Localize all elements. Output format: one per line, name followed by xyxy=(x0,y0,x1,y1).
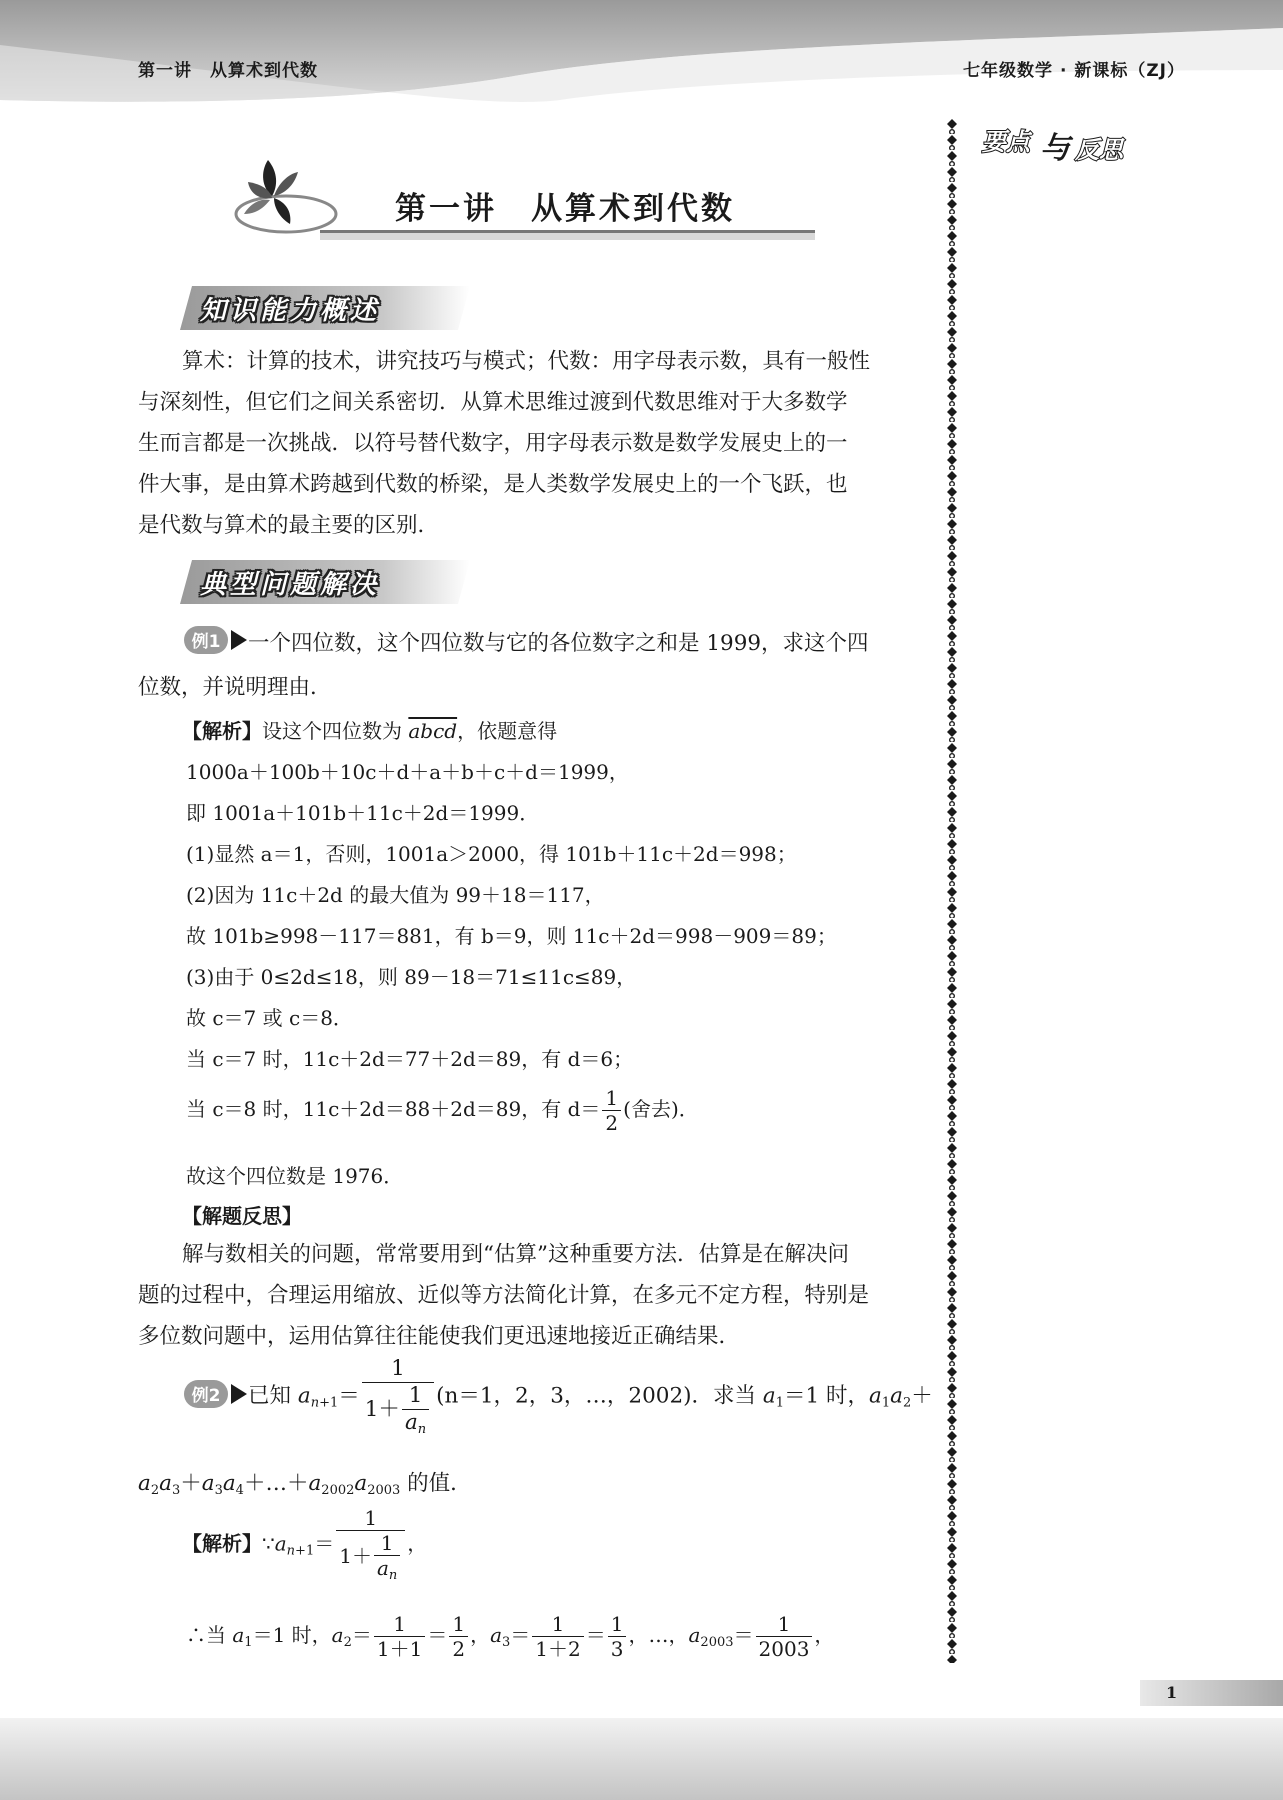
svg-text:与: 与 xyxy=(1040,131,1070,165)
example2-problem-cont: $a_2a_3+a_3a_4+\dots+a_{2002}a_{2003}$ 的值． xyxy=(138,1471,472,1498)
example-badge-2 xyxy=(183,1378,251,1410)
svg-text:反思: 反思 xyxy=(1075,136,1123,164)
example1-problem: 一个四位数，这个四位数与它的各位数字之和是 1999，求这个四 xyxy=(248,631,869,656)
overview-line: 算术：计算的技术，讲究技巧与模式；代数：用字母表示数，具有一般性 xyxy=(182,349,871,374)
step-line-fraction: 当 c＝8 时，11c＋2d＝88＋2d＝89，有 d＝ $\frac{1}{2}$ (舍去)． xyxy=(186,1086,699,1135)
example1-problem: 位数，并说明理由． xyxy=(138,675,332,700)
analysis-label: 【解析】 xyxy=(182,719,262,743)
lecture-title: 第一讲 从算术到代数 xyxy=(395,191,735,227)
running-header-left: 第一讲 从算术到代数 xyxy=(138,61,318,81)
example2-analysis: 【解析】$\because a_{n+1}=$ 1 1＋ $\frac{1}{a_n}$ ， xyxy=(182,1506,428,1583)
page-number: 1 xyxy=(1166,1683,1178,1702)
side-title-graphic xyxy=(980,120,1150,165)
svg-text:例2: 例2 xyxy=(191,1386,221,1406)
running-header-right: 七年级数学 · 新课标（ZJ） xyxy=(963,61,1185,81)
example-badge-1 xyxy=(183,624,251,656)
step-line: (1)显然 a＝1，否则，1001a＞2000，得 101b＋11c＋2d＝998； xyxy=(186,842,797,866)
digits-overline: abcd xyxy=(408,719,458,743)
step-line: 故 101b≥998－117＝881，有 b＝9，则 11c＋2d＝998－909＝89； xyxy=(186,924,837,948)
example2-values: ∴当 $a_1=1$ 时，$a_2=$ $\frac{1}{1+1}$ ＝ $\frac{1}{2}$ ，$a_3=$ $\frac{1}{1+2}$ ＝ $\frac{1}{3}$ ，…，$a_{2003}=$ $\frac{1}{2003}$ ， xyxy=(186,1612,835,1661)
equation-line: 1000a＋100b＋10c＋d＋a＋b＋c＋d＝1999， xyxy=(186,760,629,784)
conclusion-line: 故这个四位数是 1976． xyxy=(186,1164,404,1188)
page-number-tab xyxy=(1140,1680,1283,1706)
side-column-border xyxy=(945,118,959,1663)
example1-analysis-intro: 【解析】设这个四位数为 abcd，依题意得 xyxy=(182,719,558,743)
title-underline xyxy=(320,228,815,242)
recurrence-fraction: 1 1＋ $\frac{1}{a_n}$ xyxy=(362,1356,434,1437)
section-title-problems: 典型问题解决 xyxy=(200,570,381,600)
svg-text:例1: 例1 xyxy=(191,632,221,652)
overview-line: 生而言都是一次挑战．以符号替代数字，用字母表示数是数学发展史上的一 xyxy=(138,431,848,456)
overview-line: 与深刻性，但它们之间关系密切．从算术思维过渡到代数思维对于大多数学 xyxy=(138,390,848,415)
reflection-label: 【解题反思】 xyxy=(182,1204,302,1228)
analysis-label: 【解析】 xyxy=(182,1531,262,1556)
equation-line: 即 1001a＋101b＋11c＋2d＝1999． xyxy=(186,801,540,825)
overview-line: 是代数与算术的最主要的区别． xyxy=(138,513,440,538)
overview-line: 件大事，是由算术跨越到代数的桥梁，是人类数学发展史上的一个飞跃，也 xyxy=(138,472,848,497)
step-line: 故 c＝7 或 c＝8． xyxy=(186,1006,353,1030)
svg-text:要点: 要点 xyxy=(982,128,1030,156)
reflection-line: 多位数问题中，运用估算往往能使我们更迅速地接近正确结果． xyxy=(138,1324,741,1349)
reflection-line: 解与数相关的问题，常常要用到“估算”这种重要方法．估算是在解决问 xyxy=(182,1242,849,1267)
recurrence-fraction: 1 1＋ $\frac{1}{a_n}$ xyxy=(336,1506,405,1584)
reflection-line: 题的过程中，合理运用缩放、近似等方法简化计算，在多元不定方程，特别是 xyxy=(138,1283,870,1308)
step-line: (2)因为 11c＋2d 的最大值为 99＋18＝117， xyxy=(186,883,605,907)
reflection-paragraph xyxy=(138,1234,910,1357)
footer-band xyxy=(0,1718,1283,1800)
overview-paragraph xyxy=(138,341,910,546)
step-line: (3)由于 0≤2d≤18，则 89－18＝71≤11c≤89， xyxy=(186,965,637,989)
fraction-half: $\frac{1}{2}$ xyxy=(602,1086,621,1135)
step-line: 当 c＝7 时，11c＋2d＝77＋2d＝89，有 d＝6； xyxy=(186,1047,634,1071)
example2-problem: 已知 $a_{n+1}=$ 1 1＋ $\frac{1}{a_n}$ (n＝1，2，3，…，2002)．求当 $a_1=1$ 时，$a_1a_2+$ xyxy=(248,1356,933,1437)
section-title-overview: 知识能力概述 xyxy=(200,296,381,326)
